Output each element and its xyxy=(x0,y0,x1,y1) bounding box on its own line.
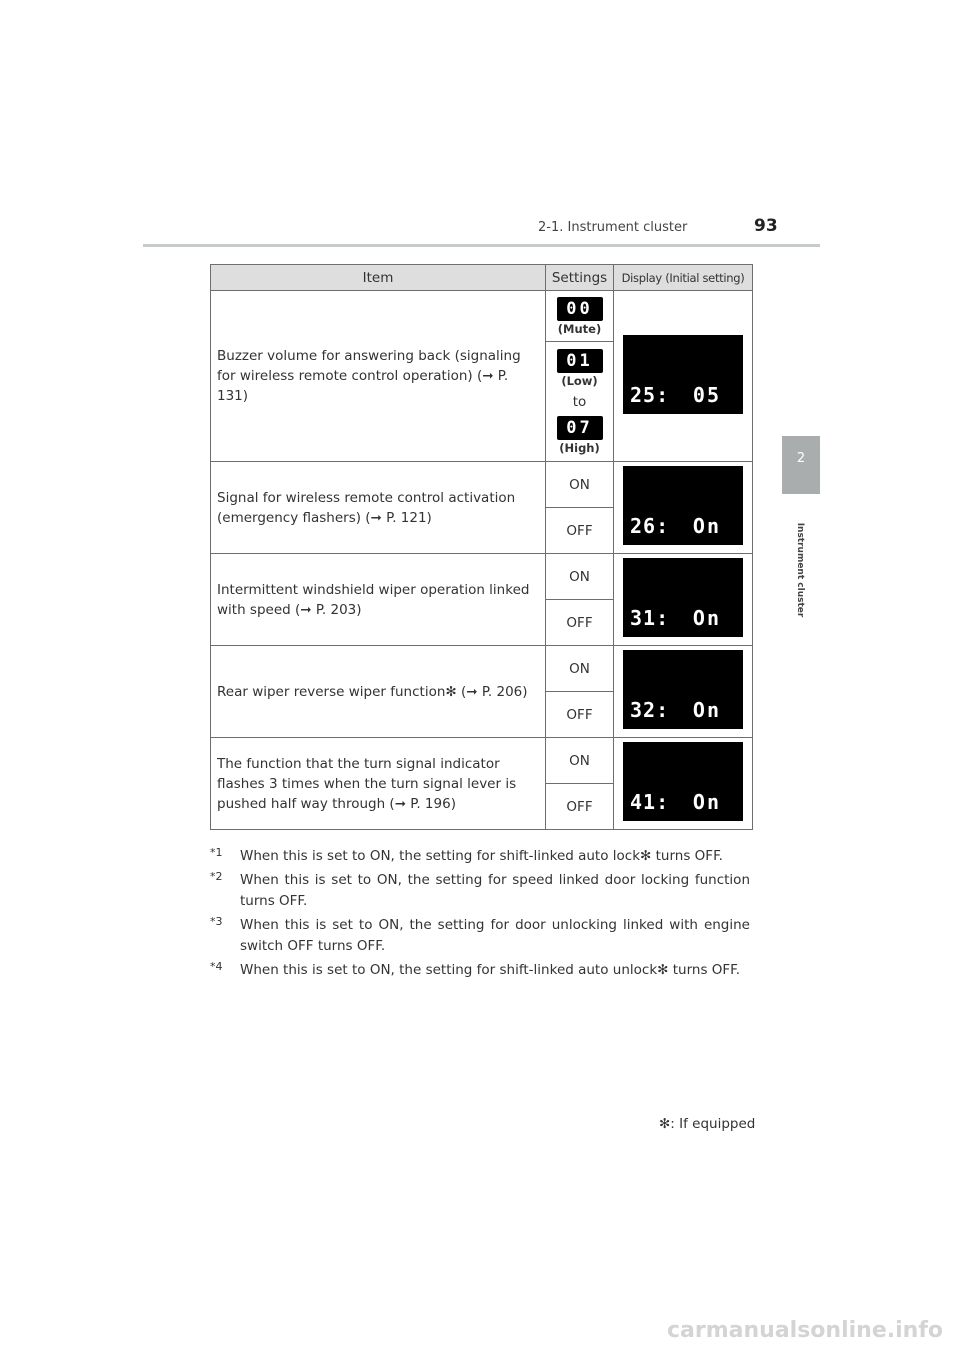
display-code: 32: xyxy=(630,698,670,722)
footnote xyxy=(210,960,750,981)
page-number: 93 xyxy=(754,216,778,236)
footnote-text: When this is set to ON, the setting for shift-linked auto lock✻ turns OFF. xyxy=(240,848,723,864)
display-screen xyxy=(623,466,743,545)
watermark: carmanualsonline.info xyxy=(667,1318,943,1343)
header-rule xyxy=(143,244,820,247)
setting-mute xyxy=(546,291,614,342)
footnote-mark: *4 xyxy=(210,960,223,973)
display-code: 26: xyxy=(630,514,670,538)
setting-off: OFF xyxy=(546,600,614,646)
display-screen xyxy=(623,650,743,729)
footnote-text: When this is set to ON, the setting for speed linked door locking function turns OFF. xyxy=(240,872,750,909)
table-row xyxy=(211,291,753,342)
footnote xyxy=(210,915,750,957)
item-cell: The function that the turn signal indicator flashes 3 times when the turn signal lever is pushed half way through (➞ P. 196) xyxy=(211,738,546,830)
seg-display-low: 01 xyxy=(557,349,603,373)
display-value: On xyxy=(692,514,721,538)
display-cell xyxy=(614,646,753,738)
display-screen xyxy=(623,558,743,637)
display-screen xyxy=(623,742,743,821)
display-code: 31: xyxy=(630,606,670,630)
display-value: On xyxy=(692,698,721,722)
seg-display-mute: 00 xyxy=(557,297,603,321)
chapter-tab[interactable] xyxy=(782,436,820,494)
display-code: 25: xyxy=(630,382,670,407)
table-row xyxy=(211,554,753,600)
footnote-mark: *3 xyxy=(210,915,223,928)
settings-table xyxy=(210,264,753,830)
display-value: On xyxy=(692,790,721,814)
setting-off: OFF xyxy=(546,692,614,738)
if-equipped-note: ✻: If equipped xyxy=(659,1116,756,1132)
header-display: Display (Initial setting) xyxy=(614,265,753,291)
display-cell xyxy=(614,554,753,646)
setting-on: ON xyxy=(546,554,614,600)
setting-off: OFF xyxy=(546,784,614,830)
setting-range xyxy=(546,342,614,462)
setting-off: OFF xyxy=(546,508,614,554)
seg-display-high: 07 xyxy=(557,416,603,440)
display-cell xyxy=(614,291,753,462)
display-value: 05 xyxy=(692,382,721,407)
setting-on: ON xyxy=(546,738,614,784)
footnote-mark: *1 xyxy=(210,846,223,859)
table-row xyxy=(211,462,753,508)
item-cell: Signal for wireless remote control activation (emergency flashers) (➞ P. 121) xyxy=(211,462,546,554)
table-row xyxy=(211,738,753,784)
header-item: Item xyxy=(211,265,546,291)
low-label: (Low) xyxy=(561,373,598,388)
mute-label: (Mute) xyxy=(557,321,602,336)
footnote-text: When this is set to ON, the setting for shift-linked auto unlock✻ turns OFF. xyxy=(240,962,741,978)
display-cell xyxy=(614,738,753,830)
item-cell: Rear wiper reverse wiper function✻ (➞ P. 206) xyxy=(211,646,546,738)
section-title: 2-1. Instrument cluster xyxy=(538,220,688,235)
range-to: to xyxy=(572,393,587,410)
header-settings: Settings xyxy=(546,265,614,291)
chapter-label: Instrument cluster xyxy=(795,522,805,618)
display-cell xyxy=(614,462,753,554)
display-screen xyxy=(623,335,743,414)
footnotes xyxy=(210,846,750,984)
display-code: 41: xyxy=(630,790,670,814)
setting-on: ON xyxy=(546,646,614,692)
footnote xyxy=(210,846,750,867)
display-value: On xyxy=(692,606,721,630)
chapter-number: 2 xyxy=(796,451,806,466)
high-label: (High) xyxy=(559,440,600,455)
footnote-mark: *2 xyxy=(210,870,223,883)
setting-on: ON xyxy=(546,462,614,508)
table-header-row xyxy=(211,265,753,291)
footnote xyxy=(210,870,750,912)
footnote-text: When this is set to ON, the setting for door unlocking linked with engine switch OFF turns OFF. xyxy=(240,917,750,954)
item-cell: Intermittent windshield wiper operation linked with speed (➞ P. 203) xyxy=(211,554,546,646)
item-cell: Buzzer volume for answering back (signaling for wireless remote control operation) (➞ P. 131) xyxy=(211,291,546,462)
table-row xyxy=(211,646,753,692)
